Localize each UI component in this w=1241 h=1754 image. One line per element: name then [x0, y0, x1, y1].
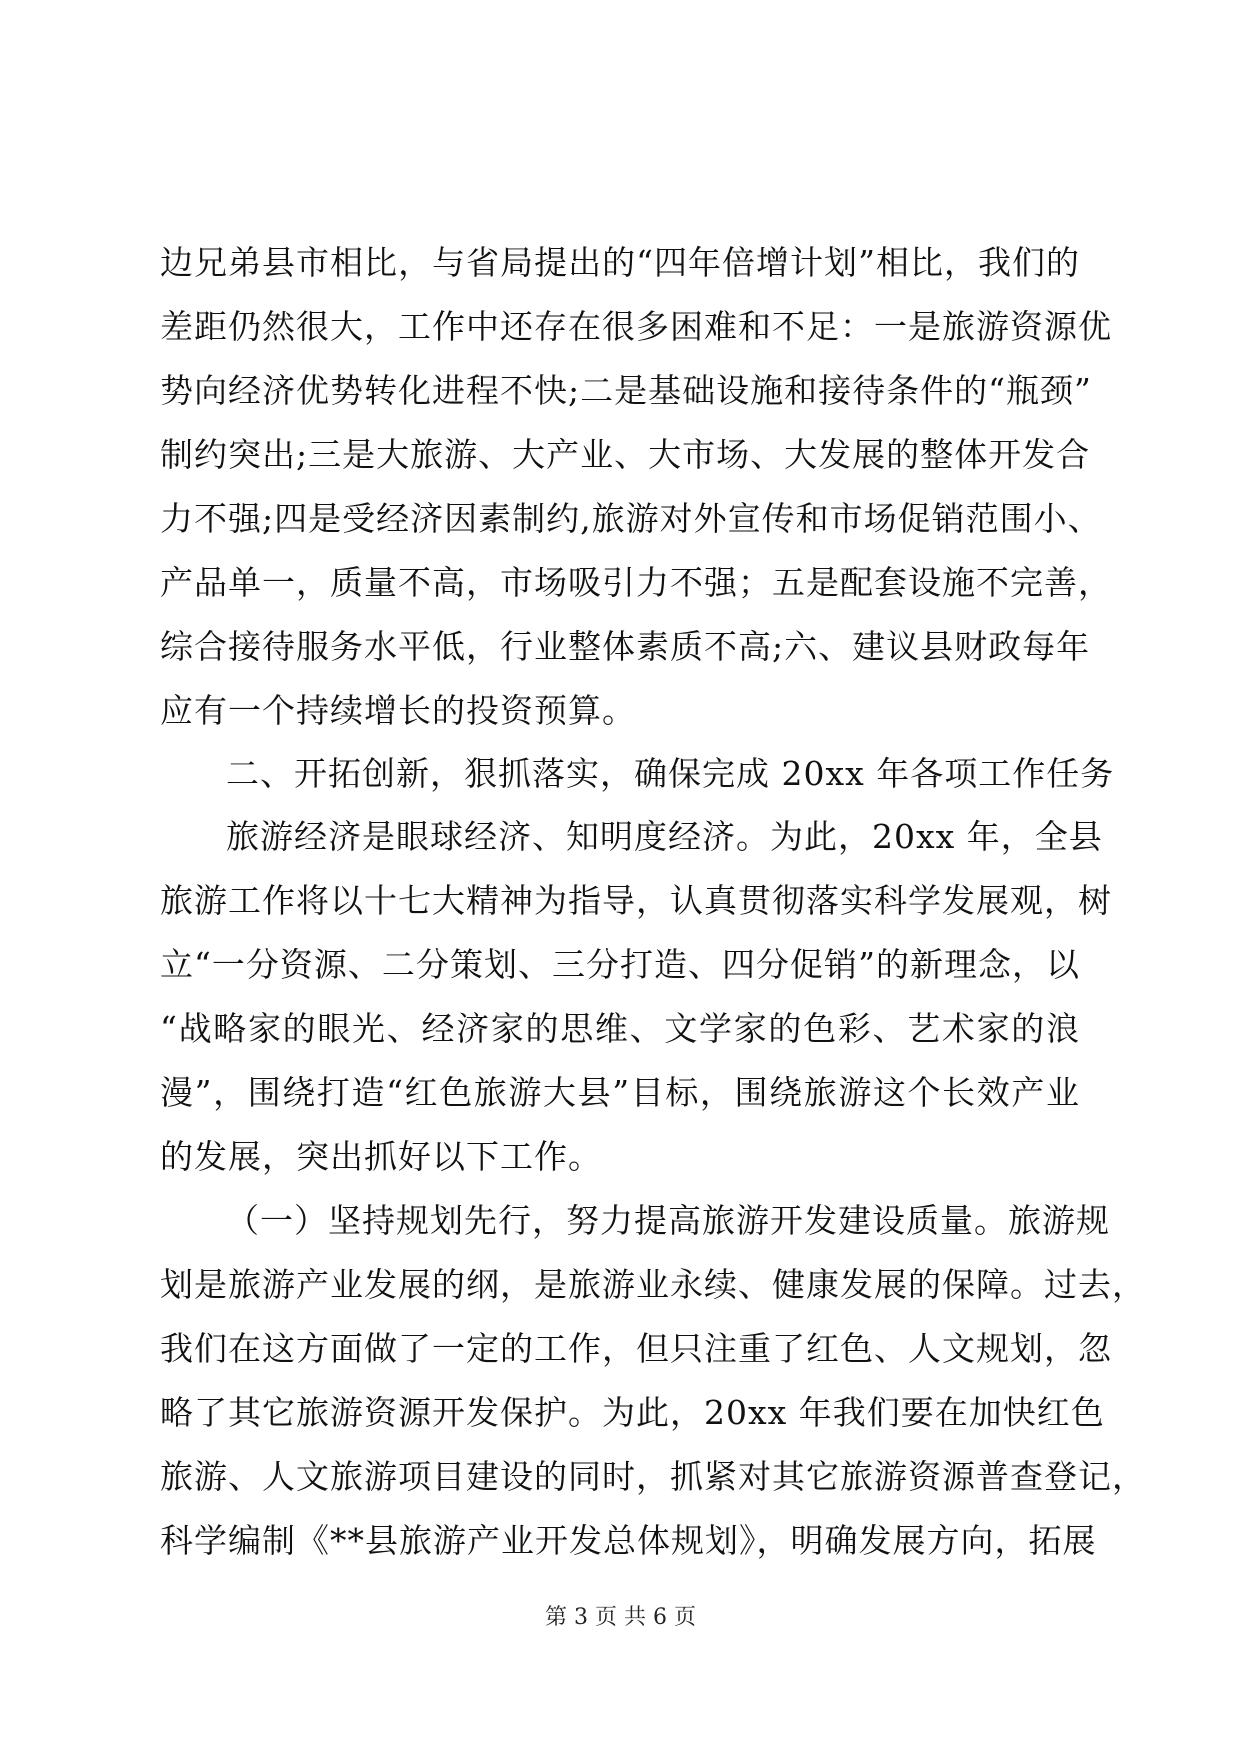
text-line: 我们在这方面做了一定的工作，但只注重了红色、人文规划，忽: [160, 1329, 1112, 1368]
text-line: 综合接待服务水平低，行业整体素质不高;六、建议县财政每年: [160, 627, 1091, 666]
text-line-paragraph-start: 旅游经济是眼球经济、知明度经济。为此，20xx 年，全县: [226, 817, 1103, 856]
page-number-footer: 第 3 页 共 6 页: [545, 1605, 696, 1630]
text-line: 产品单一，质量不高，市场吸引力不强；五是配套设施不完善，: [160, 563, 1112, 602]
text-line: 差距仍然很大，工作中还存在很多困难和不足：一是旅游资源优: [160, 307, 1112, 346]
text-line-paragraph-start: （一）坚持规划先行，努力提高旅游开发建设质量。旅游规: [226, 1201, 1110, 1240]
text-line: 旅游、人文旅游项目建设的同时，抓紧对其它旅游资源普查登记，: [160, 1457, 1146, 1496]
text-line-paragraph-end: 应有一个持续增长的投资预算。: [160, 691, 636, 730]
text-line-paragraph-end: 的发展，突出抓好以下工作。: [160, 1137, 602, 1176]
text-line: “战略家的眼光、经济家的思维、文学家的色彩、艺术家的浪: [160, 1009, 1080, 1048]
text-line: 势向经济优势转化进程不快;二是基础设施和接待条件的“瓶颈”: [160, 371, 1092, 410]
text-line: 漫”，围绕打造“红色旅游大县”目标，围绕旅游这个长效产业: [160, 1073, 1080, 1112]
text-line: 力不强;四是受经济因素制约,旅游对外宣传和市场促销范围小、: [160, 499, 1102, 538]
text-line: 略了其它旅游资源开发保护。为此，20xx 年我们要在加快红色: [160, 1393, 1105, 1432]
text-line: 制约突出;三是大旅游、大产业、大市场、大发展的整体开发合: [160, 435, 1091, 474]
text-line: 科学编制《**县旅游产业开发总体规划》，明确发展方向，拓展: [160, 1521, 1097, 1560]
text-line: 划是旅游产业发展的纲，是旅游业永续、健康发展的保障。过去，: [160, 1265, 1146, 1304]
text-line: 立“一分资源、二分策划、三分打造、四分促销”的新理念，以: [160, 945, 1080, 984]
text-line: 旅游工作将以十七大精神为指导，认真贯彻落实科学发展观，树: [160, 881, 1112, 920]
section-heading: 二、开拓创新，狠抓落实，确保完成 20xx 年各项工作任务: [226, 754, 1115, 793]
text-line: 边兄弟县市相比，与省局提出的“四年倍增计划”相比，我们的: [160, 243, 1080, 282]
